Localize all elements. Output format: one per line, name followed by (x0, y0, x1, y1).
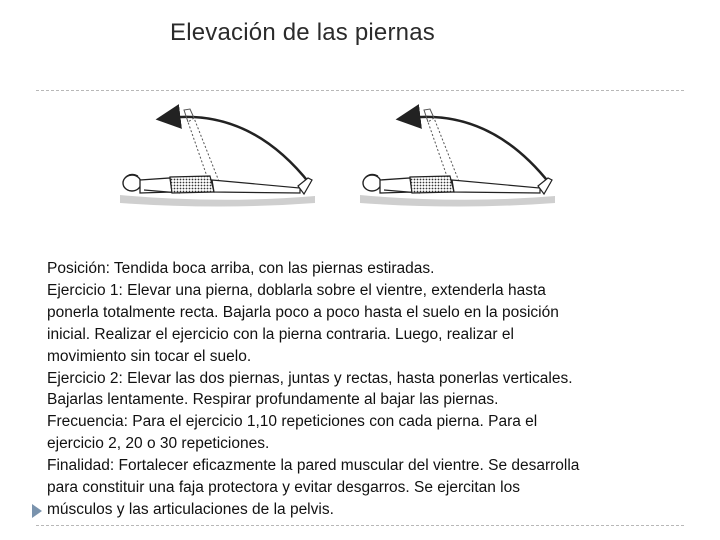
top-divider (36, 90, 684, 91)
bottom-divider (36, 525, 684, 526)
leg-raise-illustration-1 (110, 100, 325, 212)
text-line: Finalidad: Fortalecer eficazmente la pared muscular del vientre. Se desarrolla (47, 457, 580, 475)
leg-raise-figure-icon (110, 100, 325, 212)
text-line: Bajarlas lentamente. Respirar profundamente al bajar las piernas. (47, 391, 499, 409)
text-line: Ejercicio 1: Elevar una pierna, doblarla sobre el vientre, extenderla hasta (47, 281, 546, 299)
text-line: Posición: Tendida boca arriba, con las piernas estiradas. (47, 260, 435, 277)
text-line: para constituir una faja protectora y evitar desgarros. Se ejercitan los (47, 479, 520, 497)
text-line: ejercicio 2, 20 o 30 repeticiones. (47, 435, 270, 453)
exercise-description (47, 258, 677, 521)
text-line: movimiento sin tocar el suelo. (47, 347, 252, 365)
leg-raise-illustration-2 (350, 100, 565, 212)
slide-title: Elevación de las piernas (170, 19, 435, 46)
text-line: músculos y las articulaciones de la pelvis. (47, 500, 334, 518)
text-line: inicial. Realizar el ejercicio con la pierna contraria. Luego, realizar el (47, 325, 514, 343)
text-line: Ejercicio 2: Elevar las dos piernas, juntas y rectas, hasta ponerlas verticales. (47, 369, 573, 387)
bullet-arrow-icon (32, 504, 42, 518)
text-line: ponerla totalmente recta. Bajarla poco a poco hasta el suelo en la posición (47, 303, 559, 321)
text-line: Frecuencia: Para el ejercicio 1,10 repeticiones con cada pierna. Para el (47, 413, 538, 431)
leg-raise-figure-icon (350, 100, 565, 212)
